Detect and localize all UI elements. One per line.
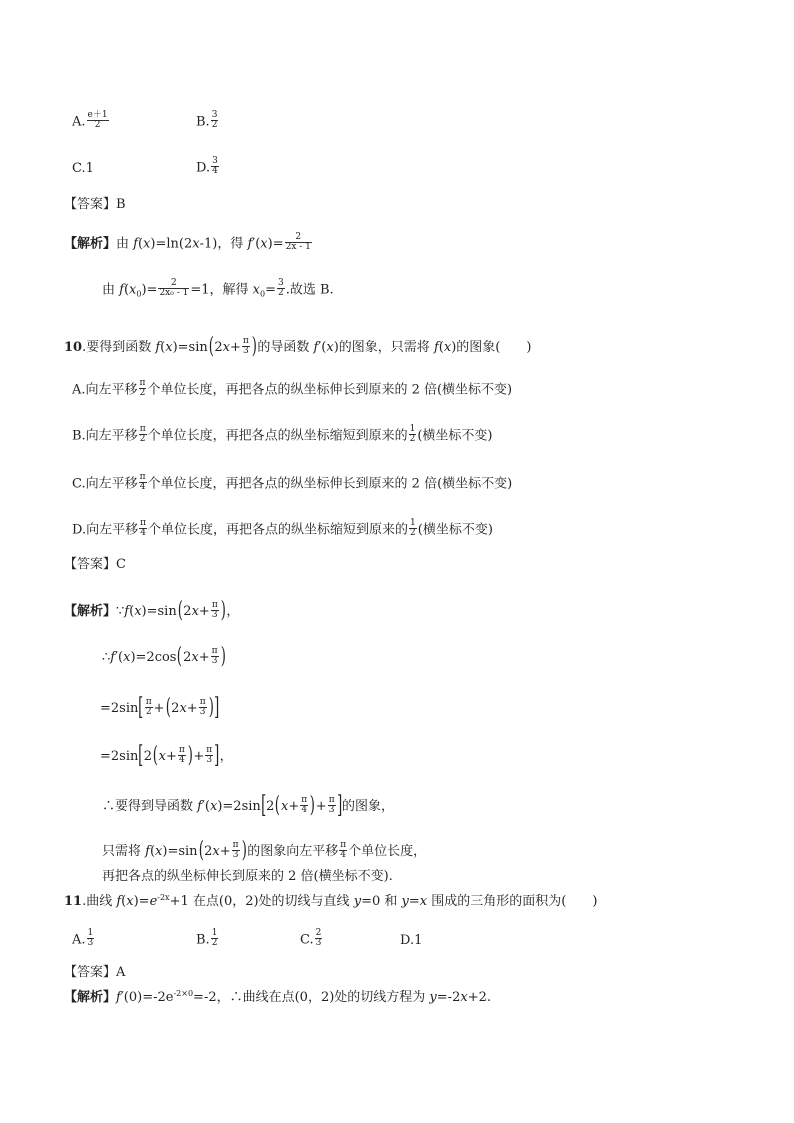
fraction: $\frac{\pi}{3}$ [206,744,213,765]
fraction: $\frac{3}{2}$ [277,278,284,299]
q11-option-c: C. $\frac{2}{3}$ [300,928,322,949]
q10-explanation-line1: 【解析】∵f(x)=sin(2x+ $\frac{\pi}{3}$ )， [64,598,240,623]
q10-explanation-line6: 只需将 f(x)=sin(2x+ $\frac{\pi}{3}$ )的图象向左平移 $\frac{\pi}{4}$ 个单位长度， [102,838,427,863]
q10-explanation-line2: ∴f′(x)=2cos(2x+ $\frac{\pi}{3}$ ) [102,644,226,669]
fraction: $\frac{\pi}{3}$ [211,645,218,666]
q9-explanation-line2: 由 $f(x_0)=$ $\frac{2}{\text{2x₀ - 1}}$ =1，解得 $x_0=$ $\frac{3}{2}$ .故选 B. [102,278,334,299]
q10-option-d: D.向左平移 $\frac{\pi}{4}$ 个单位长度，再把各点的纵坐标缩短到原来的 $\frac{1}{2}$ (横坐标不变) [72,518,493,539]
fraction: $\frac{\pi}{2}$ [145,696,152,717]
fraction: $\frac{\pi}{4}$ [340,839,347,860]
fraction: $\frac{\pi}{3}$ [232,839,239,860]
q10-answer: 【答案】C [64,557,126,572]
fraction: $\frac{\pi}{4}$ [140,518,147,539]
fraction: $\frac{1}{2}$ [211,928,218,949]
q10-explanation-line3: =2sin[ $\frac{\pi}{2}$ +(2x+ $\frac{\pi}{3}$ )] [100,693,220,721]
q10-option-a: A.向左平移 $\frac{\pi}{2}$ 个单位长度，再把各点的纵坐标伸长到原来的 2 倍(横坐标不变) [72,378,513,399]
q11-stem: 11.曲线 $f(x)=e^{-2x}+1$ 在点(0，2)处的切线与直线 y=0 和 y=x 围成的三角形的面积为( ) [64,893,598,909]
q10-option-c: C.向左平移 $\frac{\pi}{4}$ 个单位长度，再把各点的纵坐标伸长到原来的 2 倍(横坐标不变) [72,472,513,493]
option-label: B. [196,114,210,130]
fraction: $\frac{e+1}{2}$ [87,110,108,131]
fraction: $\frac{\pi}{3}$ [211,599,218,620]
q11-option-d: D.1 [400,933,423,948]
fraction: $\frac{\pi}{2}$ [139,424,146,445]
fraction: $\frac{\pi}{4}$ [178,744,185,765]
option-label: D. [196,160,211,176]
fraction: $\frac{3}{2}$ [211,110,218,131]
fraction: $\frac{\pi}{3}$ [199,696,206,717]
q11-explanation: 【解析】$f'(0)=-2e^{-2\times 0}=-2$，∴曲线在点(0，2)处的切线方程为 y=-2x+2. [64,989,491,1005]
q11-option-b: B. $\frac{1}{2}$ [196,928,218,949]
fraction: $\frac{1}{3}$ [87,928,94,949]
fraction: $\frac{\pi}{3}$ [328,794,335,815]
fraction: $\frac{2}{2x - 1}$ [285,232,311,253]
fraction: $\frac{2}{3}$ [315,928,322,949]
q11-answer: 【答案】A [64,965,126,980]
fraction: $\frac{1}{2}$ [410,518,416,539]
q9-answer: 【答案】B [64,197,126,212]
fraction: $\frac{\pi}{2}$ [139,378,146,399]
q11-option-a: A. $\frac{1}{3}$ [72,928,94,949]
q9-option-b [196,112,219,132]
q9-option-d [196,158,220,178]
q9-option-c: C.1 [72,161,94,176]
q10-stem: 10.要得到函数 f(x)=sin(2x+ $\frac{\pi}{3}$ )的导函数 f′(x)的图象，只需将 f(x)的图象( ) [64,334,532,359]
option-label: A. [72,114,86,130]
q9-explanation-line1: 【解析】由 f(x)=ln(2x-1)，得 f′(x)= $\frac{2}{2x - 1}$ [64,232,311,253]
fraction: $\frac{3}{4}$ [212,156,218,177]
q10-option-b: B.向左平移 $\frac{\pi}{2}$ 个单位长度，再把各点的纵坐标缩短到原来的 $\frac{1}{2}$ (横坐标不变) [72,424,493,445]
q10-explanation-line4: =2sin[2(x+ $\frac{\pi}{4}$ )+ $\frac{\pi}{3}$ ]， [100,741,233,769]
q9-option-a [72,112,110,132]
fraction: $\frac{\pi}{4}$ [139,472,146,493]
fraction: $\frac{2}{\text{2x₀ - 1}}$ [159,278,189,299]
fraction: $\frac{1}{2}$ [409,424,416,445]
q10-explanation-line7: 再把各点的纵坐标伸长到原来的 2 倍(横坐标不变). [102,869,393,884]
fraction: $\frac{\pi}{4}$ [301,794,308,815]
q10-explanation-line5: ∴要得到导函数 f′(x)=2sin[2(x+ $\frac{\pi}{4}$ )+ $\frac{\pi}{3}$ ]的图象， [102,791,394,819]
fraction: $\frac{\pi}{3}$ [242,335,249,356]
